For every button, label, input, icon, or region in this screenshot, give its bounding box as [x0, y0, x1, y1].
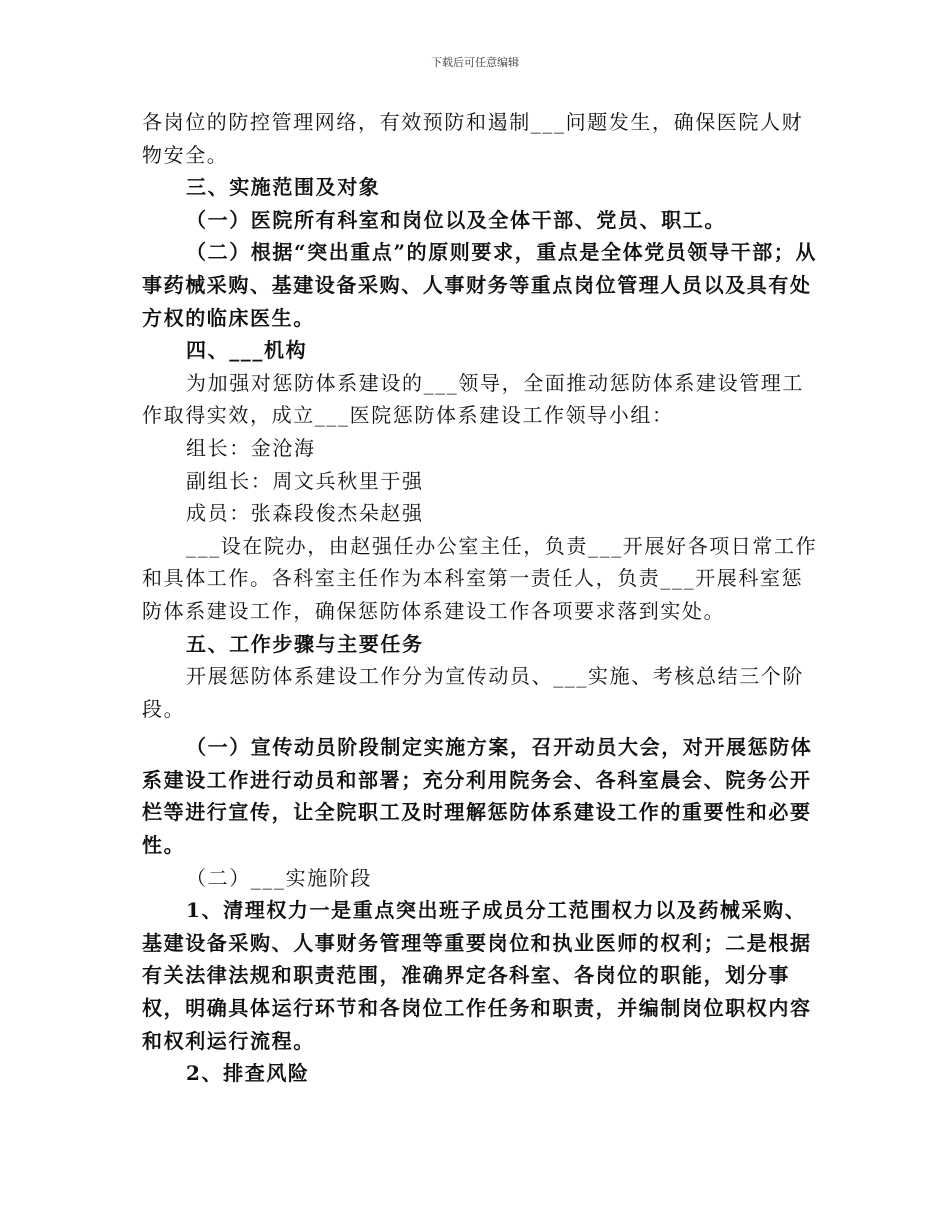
- paragraph-1: 各岗位的防控管理网络，有效预防和遏制___问题发生，确保医院人财物安全。: [142, 110, 804, 167]
- section-heading-3: 三、实施范围及对象: [186, 175, 381, 200]
- page-header: 下载后可任意编辑: [431, 56, 519, 69]
- office-duties: ___设在院办，由赵强任办公室主任，负责___开展好各项日常工作和具体工作。各科室主任作为本科室第一责任人，负责___开展科室惩防体系建设工作，确保惩防体系建设工作各项要求落到实处。: [142, 533, 818, 623]
- section-heading-5: 五、工作步骤与主要任务: [186, 631, 424, 656]
- deputy-leader: 副组长：周文兵秋里于强: [186, 468, 424, 493]
- members: 成员：张森段俊杰朵赵强: [186, 501, 424, 526]
- task-2-heading: 2、排查风险: [186, 1061, 310, 1086]
- task-1: 1、清理权力一是重点突出班子成员分工范围权力以及药械采购、基建设备采购、人事财务管理等重要岗位和执业医师的权利；二是根据有关法律法规和职责范围，准确界定各科室、各岗位的职能，划分事权，明确具体运行环节和各岗位工作任务和职责，并编制岗位职权内容和权利运行流程。: [142, 898, 812, 1053]
- group-leader: 组长：金沧海: [186, 435, 316, 460]
- document-body: [142, 106, 822, 1090]
- scope-item-2: （二）根据“突出重点”的原则要求，重点是全体党员领导干部；从事药械采购、基建设备采购、人事财务等重点岗位管理人员以及具有处方权的临床医生。: [142, 240, 818, 330]
- stage-2-heading: （二）___实施阶段: [186, 865, 372, 890]
- scope-item-1: （一）医院所有科室和岗位以及全体干部、党员、职工。: [186, 207, 726, 232]
- stages-intro: 开展惩防体系建设工作分为宣传动员、___实施、考核总结三个阶段。: [142, 664, 804, 721]
- leadership-intro: 为加强对惩防体系建设的___领导，全面推动惩防体系建设管理工作取得实效，成立___医院惩防体系建设工作领导小组：: [142, 370, 804, 428]
- stage-1: （一）宣传动员阶段制定实施方案，召开动员大会，对开展惩防体系建设工作进行动员和部署；充分利用院务会、各科室晨会、院务公开栏等进行宣传，让全院职工及时理解惩防体系建设工作的重要性和必要性。: [142, 735, 813, 858]
- section-heading-4: 四、___机构: [186, 338, 308, 363]
